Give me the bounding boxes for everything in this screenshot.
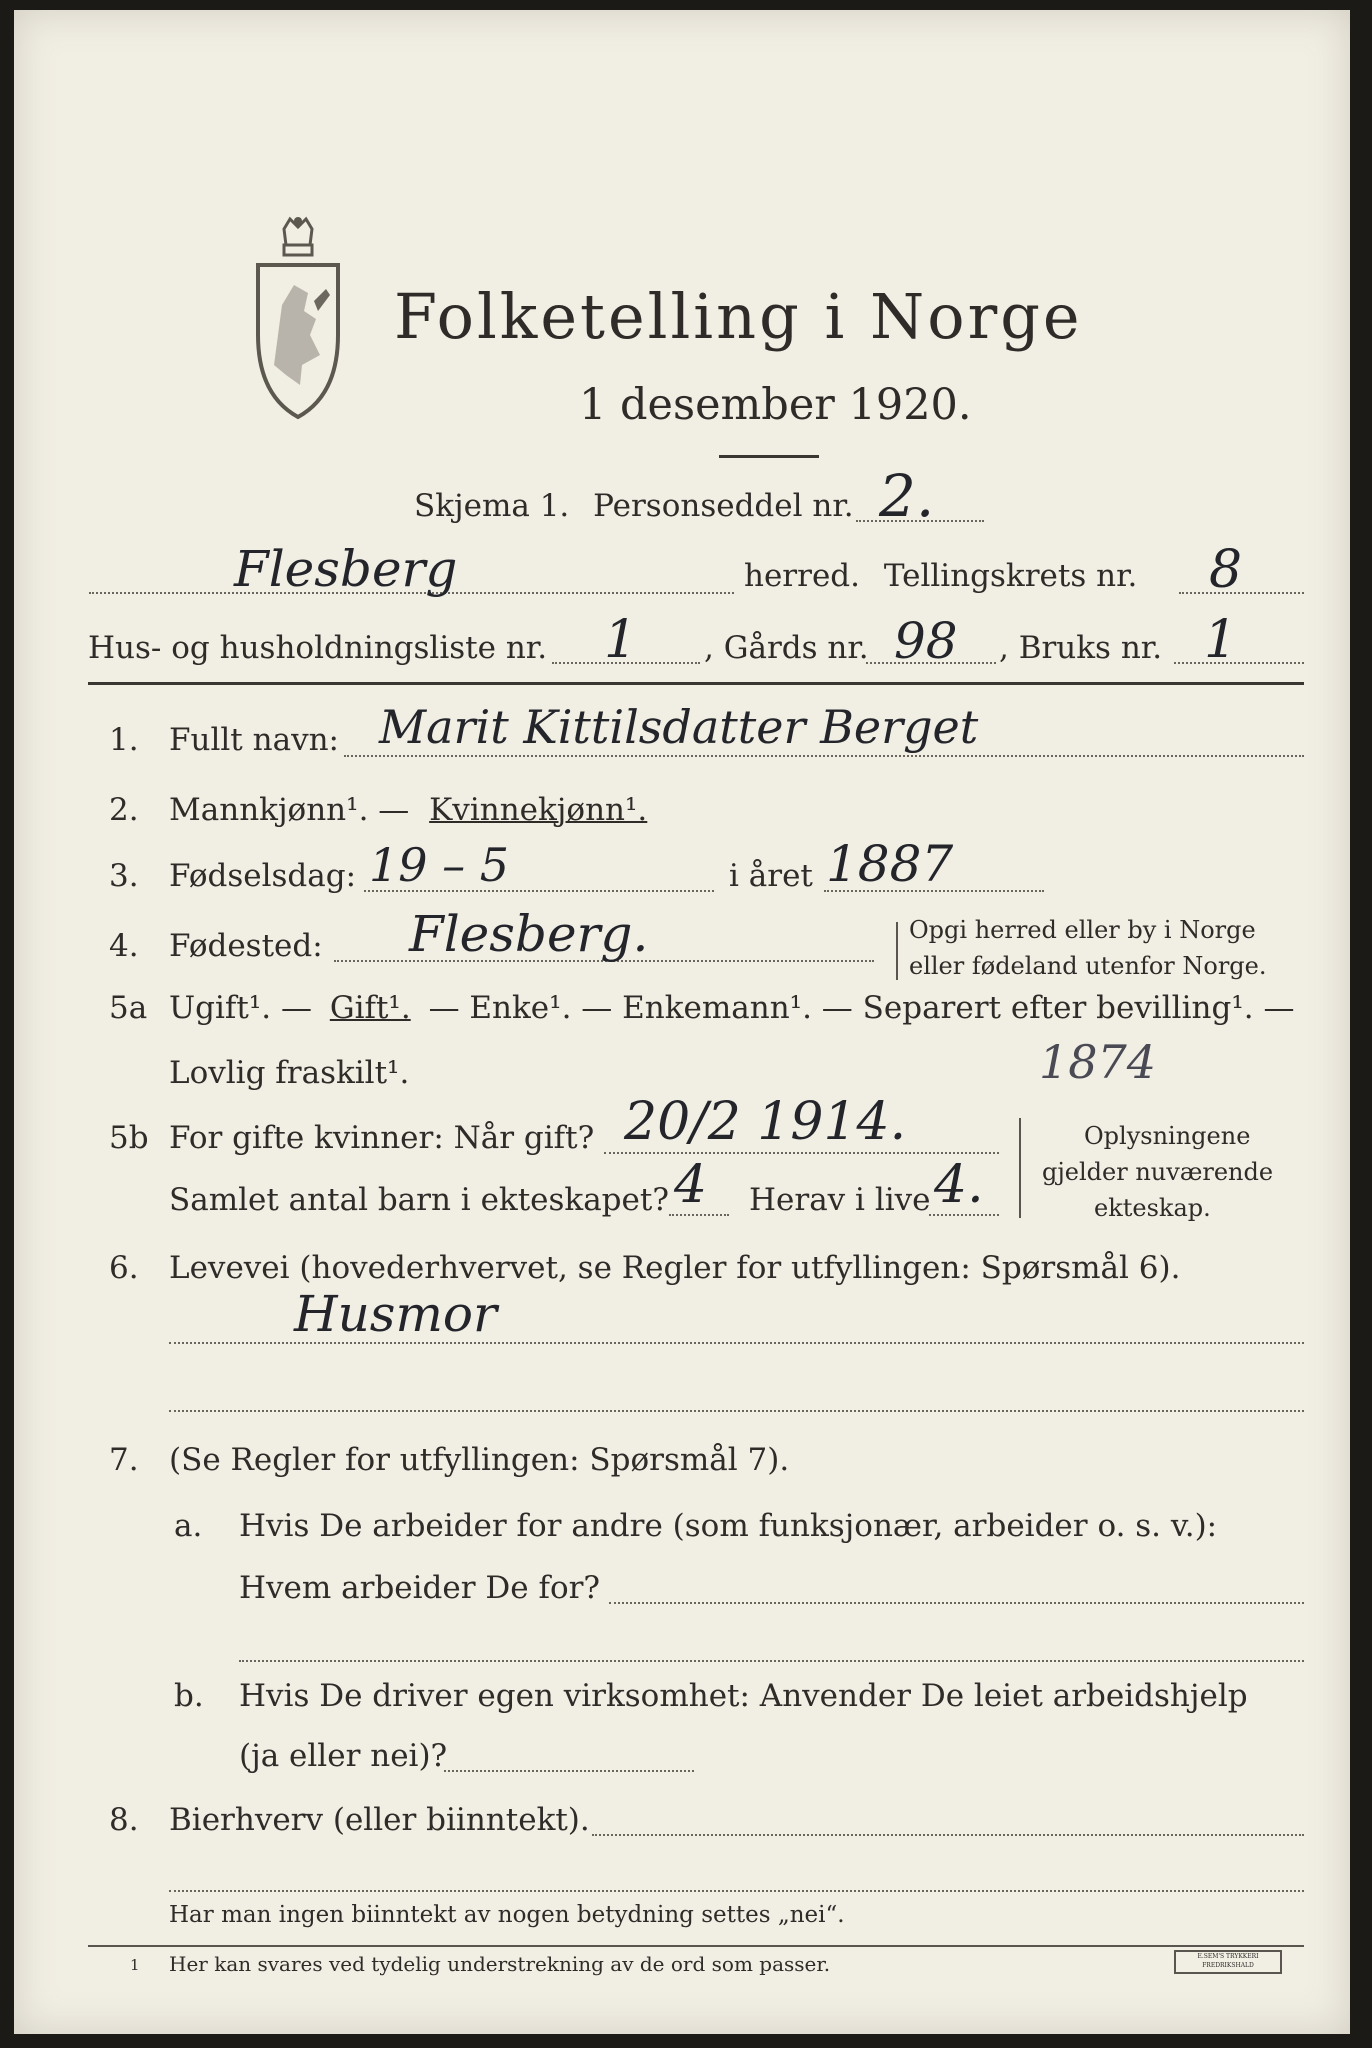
- q5b-marriage-date[interactable]: 20/2 1914.: [624, 1092, 907, 1152]
- header-separator: [88, 682, 1304, 685]
- personseddel-label: Personseddel nr.: [593, 488, 854, 524]
- q3-number: 3.: [109, 858, 139, 894]
- q4-label: Fødested:: [169, 928, 323, 964]
- footnote-text: Her kan svares ved tydelig understrekning av de ord som passer.: [169, 1952, 831, 1976]
- bruks-value[interactable]: 1: [1204, 610, 1238, 670]
- q4-note-line2: eller fødeland utenfor Norge.: [909, 952, 1267, 980]
- gards-value[interactable]: 98: [894, 612, 958, 670]
- q1-number: 1.: [109, 722, 139, 758]
- q7-label: (Se Regler for utfyllingen: Spørsmål 7).: [169, 1442, 790, 1478]
- q4-note-brace: [896, 922, 898, 980]
- footnote-mark: 1: [130, 1956, 140, 1974]
- q6-dots-2: [169, 1410, 1304, 1412]
- skjema-label: Skjema 1.: [414, 488, 570, 524]
- q6-label: Levevei (hovederhvervet, se Regler for utfyllingen: Spørsmål 6).: [169, 1250, 1181, 1286]
- q5b-live-label: Herav i live: [749, 1182, 931, 1218]
- printer-stamp: E.SEM'S TRYKKERI FREDRIKSHALD: [1174, 1950, 1282, 1974]
- q5a-other-options[interactable]: — Enke¹. — Enkemann¹. — Separert efter bevilling¹. —: [428, 990, 1295, 1026]
- form-title: Folketelling i Norge: [394, 280, 1083, 353]
- q2-kvinne[interactable]: Kvinnekjønn¹.: [429, 792, 648, 828]
- q4-number: 4.: [109, 928, 139, 964]
- q5b-barn-value[interactable]: 4: [674, 1155, 708, 1215]
- q5b-barn-label: Samlet antal barn i ekteskapet?: [169, 1182, 669, 1218]
- q5b-live-value[interactable]: 4.: [934, 1155, 984, 1215]
- q5b-number: 5b: [109, 1120, 149, 1156]
- q8-dots-2[interactable]: [169, 1890, 1304, 1892]
- q3-label: Fødselsdag:: [169, 858, 357, 894]
- q6-occupation-value[interactable]: Husmor: [294, 1285, 497, 1343]
- q7b-text: Hvis De driver egen virksomhet: Anvender De leiet arbeidshjelp: [239, 1678, 1248, 1714]
- title-divider: [719, 455, 819, 458]
- q4-birthplace-value[interactable]: Flesberg.: [409, 905, 649, 963]
- q8-dots-1[interactable]: [592, 1834, 1304, 1836]
- q7b-dots[interactable]: [444, 1770, 694, 1772]
- q5b-dots: [604, 1152, 999, 1154]
- q5a-ugift[interactable]: Ugift¹. —: [169, 990, 312, 1026]
- footer-note: Har man ingen biinntekt av nogen betydning settes „nei“.: [169, 1902, 845, 1928]
- q2-number: 2.: [109, 792, 139, 828]
- gards-label: , Gårds nr.: [704, 630, 869, 666]
- herred-value[interactable]: Flesberg: [234, 540, 458, 598]
- q3-year-value[interactable]: 1887: [826, 835, 954, 893]
- q3-birthday-value[interactable]: 19 – 5: [369, 838, 510, 892]
- hus-value[interactable]: 1: [604, 610, 638, 670]
- census-form-sheet: [14, 10, 1350, 2034]
- q5b-note-line3: ekteskap.: [1094, 1194, 1211, 1222]
- margin-note: 1874: [1039, 1035, 1157, 1089]
- q5b-label: For gifte kvinner: Når gift?: [169, 1120, 595, 1156]
- personseddel-value[interactable]: 2.: [879, 462, 935, 530]
- q8-number: 8.: [109, 1802, 139, 1838]
- q4-note-line1: Opgi herred eller by i Norge: [909, 916, 1256, 944]
- footer-separator: [88, 1945, 1304, 1947]
- q1-dots: [344, 755, 1304, 757]
- q7a-dots-2[interactable]: [239, 1660, 1304, 1662]
- q7a-text: Hvis De arbeider for andre (som funksjonær, arbeider o. s. v.):: [239, 1508, 1218, 1544]
- tellingskrets-value[interactable]: 8: [1209, 540, 1243, 600]
- herred-label: herred.: [744, 558, 860, 594]
- q2-mann[interactable]: Mannkjønn¹. —: [169, 792, 410, 828]
- q5a-gift[interactable]: Gift¹.: [329, 990, 411, 1026]
- coat-of-arms-icon: [244, 215, 352, 425]
- q7b-question: (ja eller nei)?: [239, 1738, 448, 1774]
- bruks-dots: [1174, 662, 1304, 664]
- q5b-note-line1: Oplysningene: [1084, 1122, 1251, 1150]
- q7b-letter: b.: [174, 1678, 204, 1714]
- q5b-note-brace: [1019, 1118, 1021, 1218]
- q7a-letter: a.: [174, 1508, 203, 1544]
- tellingskrets-label: Tellingskrets nr.: [883, 558, 1138, 594]
- q8-label: Bierhverv (eller biinntekt).: [169, 1802, 590, 1838]
- q5b-note-line2: gjelder nuværende: [1042, 1158, 1274, 1186]
- q5a-number: 5a: [109, 990, 148, 1026]
- q3-year-label: i året: [729, 858, 813, 894]
- q7a-question: Hvem arbeider De for?: [239, 1570, 601, 1606]
- q7-number: 7.: [109, 1442, 139, 1478]
- q6-number: 6.: [109, 1250, 139, 1286]
- q1-label: Fullt navn:: [169, 722, 339, 758]
- hus-label: Hus- og husholdningsliste nr.: [88, 630, 548, 666]
- bruks-label: , Bruks nr.: [999, 630, 1163, 666]
- q5a-line2[interactable]: Lovlig fraskilt¹.: [169, 1055, 410, 1091]
- q7a-dots-1[interactable]: [609, 1602, 1304, 1604]
- census-date: 1 desember 1920.: [579, 380, 972, 430]
- q1-full-name[interactable]: Marit Kittilsdatter Berget: [379, 700, 979, 754]
